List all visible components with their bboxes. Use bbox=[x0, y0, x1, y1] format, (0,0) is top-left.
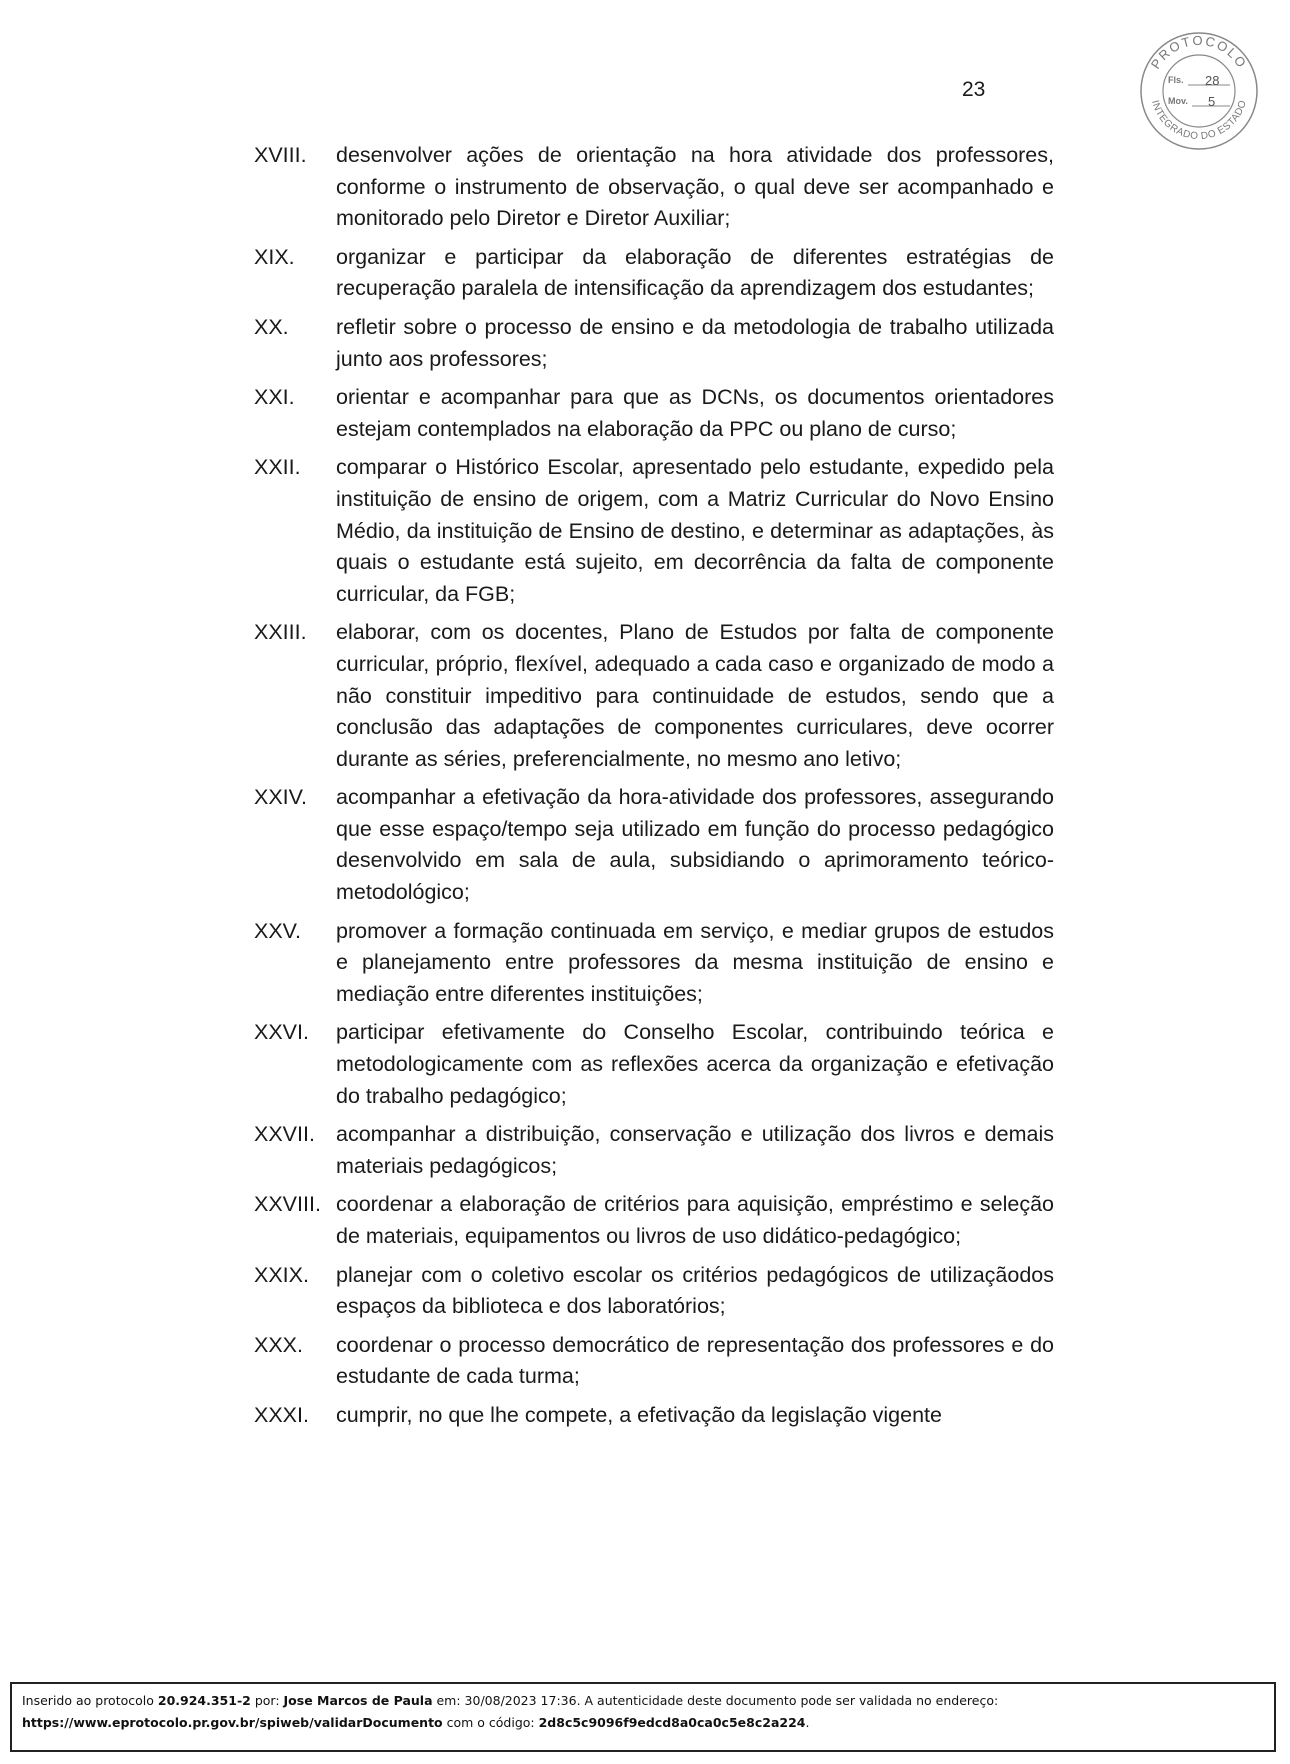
authenticity-footer bbox=[10, 1682, 1276, 1752]
list-item bbox=[254, 452, 1054, 610]
item-text: coordenar o processo democrático de representação dos professores e do estudante de cada turma; bbox=[336, 1332, 1054, 1389]
item-text: participar efetivamente do Conselho Escolar, contribuindo teórica e metodologicamente com as reflexões acerca da organização e efetivação do trabalho pedagógico; bbox=[336, 1020, 1054, 1108]
item-number: XXIX. bbox=[254, 1262, 309, 1287]
stamp-bottom-text: INTEGRADO DO ESTADO bbox=[1149, 98, 1249, 143]
stamp-mov-value: 5 bbox=[1208, 94, 1216, 109]
item-text: coordenar a elaboração de critérios para aquisição, empréstimo e seleção de materiais, equipamentos ou livros de uso didático-pedagógico; bbox=[336, 1192, 1054, 1248]
item-number: XX. bbox=[254, 314, 289, 339]
item-text: orientar e acompanhar para que as DCNs, os documentos orientadores estejam contemplados na elaboração da PPC ou plano de curso; bbox=[336, 385, 1054, 441]
list-item bbox=[254, 1119, 1054, 1182]
item-number: XXII. bbox=[254, 455, 301, 480]
protocol-stamp bbox=[1138, 30, 1260, 152]
item-number: XXV. bbox=[254, 918, 302, 943]
list-item bbox=[254, 1017, 1054, 1112]
stamp-fls-label: Fls. bbox=[1168, 75, 1184, 85]
footer-prefix: Inserido ao protocolo bbox=[22, 1693, 158, 1708]
list-item bbox=[254, 1189, 1054, 1252]
stamp-top-text: PROTOCOLO bbox=[1147, 32, 1251, 72]
footer-validation-url[interactable]: https://www.eprotocolo.pr.gov.br/spiweb/validarDocumento bbox=[22, 1715, 443, 1730]
list-item bbox=[254, 782, 1054, 908]
footer-line-1 bbox=[22, 1690, 1264, 1712]
item-text: planejar com o coletivo escolar os critérios pedagógicos de utilizaçãodos espaços da biblioteca e dos laboratórios; bbox=[336, 1262, 1054, 1319]
footer-date-text: em: 30/08/2023 17:36. A autenticidade deste documento pode ser validada no endereço: bbox=[432, 1693, 999, 1708]
svg-text:PROTOCOLO bbox=[1148, 33, 1250, 72]
footer-suffix: . bbox=[805, 1715, 810, 1730]
item-text: acompanhar a efetivação da hora-atividade dos professores, assegurando que esse espaço/tempo seja utilizado em função do processo pedagógico desenvolvido em sala de aula, subsidiando o aprimoramento teórico-metodológico; bbox=[336, 785, 1054, 905]
item-list bbox=[254, 140, 1054, 1439]
footer-author: Jose Marcos de Paula bbox=[283, 1693, 433, 1708]
stamp-mov-label: Mov. bbox=[1168, 96, 1188, 106]
list-item bbox=[254, 312, 1054, 375]
item-number: XXVIII. bbox=[254, 1192, 321, 1217]
footer-validation-code: 2d8c5c9096f9edcd8a0ca0c5e8c2a224 bbox=[538, 1715, 806, 1730]
item-number: XXIII. bbox=[254, 620, 307, 645]
item-number: XXIV. bbox=[254, 785, 307, 810]
footer-protocol-number: 20.924.351-2 bbox=[157, 1693, 251, 1708]
item-number: XXVI. bbox=[254, 1020, 309, 1045]
stamp-fls-value: 28 bbox=[1205, 73, 1220, 88]
item-text: elaborar, com os docentes, Plano de Estudos por falta de componente curricular, próprio, flexível, adequado a cada caso e organizado de modo a não constituir impeditivo para continuidade de estudos, sendo que a conclusão das adaptações de componentes curriculares, deve ocorrer durante as séries, preferencialmente, no mesmo ano letivo; bbox=[336, 620, 1054, 771]
item-number: XXVII. bbox=[254, 1122, 315, 1147]
list-item bbox=[254, 617, 1054, 775]
list-item bbox=[254, 916, 1054, 1011]
item-text: desenvolver ações de orientação na hora atividade dos professores, conforme o instrumento de observação, o qual deve ser acompanhado e monitorado pelo Diretor e Diretor Auxiliar; bbox=[336, 143, 1054, 231]
svg-text:INTEGRADO DO ESTADO bbox=[1149, 99, 1249, 142]
list-item bbox=[254, 382, 1054, 445]
stamp-seal-graphic bbox=[1138, 30, 1260, 152]
item-text: cumprir, no que lhe compete, a efetivação da legislação vigente bbox=[336, 1402, 942, 1427]
list-item bbox=[254, 1260, 1054, 1323]
footer-code-label: com o código: bbox=[442, 1715, 539, 1730]
item-number: XVIII. bbox=[254, 143, 307, 167]
list-item bbox=[254, 1400, 1054, 1432]
item-number: XXX. bbox=[254, 1332, 303, 1357]
item-number: XXXI. bbox=[254, 1402, 309, 1427]
list-item bbox=[254, 242, 1054, 305]
footer-line-2 bbox=[22, 1712, 1264, 1734]
item-text: promover a formação continuada em serviço, e mediar grupos de estudos e planejamento entre professores da mesma instituição de ensino e mediação entre diferentes instituições; bbox=[336, 918, 1054, 1006]
page-number: 23 bbox=[962, 78, 986, 101]
item-text: acompanhar a distribuição, conservação e utilização dos livros e demais materiais pedagógicos; bbox=[336, 1122, 1054, 1178]
item-text: comparar o Histórico Escolar, apresentado pelo estudante, expedido pela instituição de ensino de origem, com a Matriz Curricular do Novo Ensino Médio, da instituição de Ensino de destino, e determinar as adaptações, às quais o estudante está sujeito, em decorrência da falta de componente curricular, da FGB; bbox=[336, 455, 1054, 606]
item-text: refletir sobre o processo de ensino e da metodologia de trabalho utilizada junto aos professores; bbox=[336, 314, 1054, 371]
footer-by-label: por: bbox=[250, 1693, 284, 1708]
item-number: XXI. bbox=[254, 385, 295, 410]
list-item bbox=[254, 140, 1054, 235]
list-item bbox=[254, 1330, 1054, 1393]
item-text: organizar e participar da elaboração de diferentes estratégias de recuperação paralela de intensificação da aprendizagem dos estudantes; bbox=[336, 244, 1054, 301]
item-number: XIX. bbox=[254, 244, 295, 269]
